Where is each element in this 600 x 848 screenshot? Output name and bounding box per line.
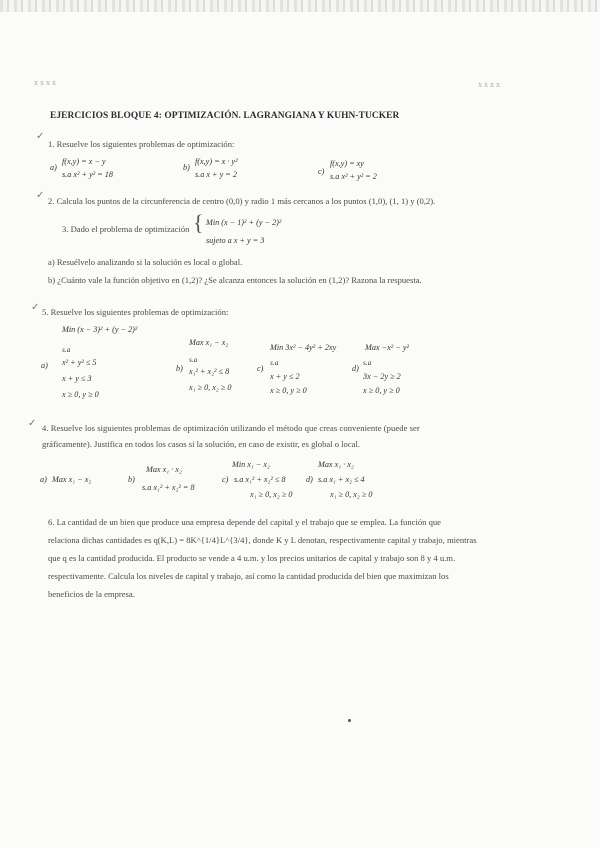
ex5-c-sa: s.a [270,358,279,367]
exercise-6-line-4: respectivamente. Calcula los niveles de capital y trabajo, así como la cantidad producida del bien que maximizan los [48,571,449,581]
ex5-a-constraint-1: x² + y² ≤ 5 [62,358,97,367]
ex5-b-objective: Max x₁ − x₂ [189,338,229,347]
ex1-c-constraint: s.a x² + y² = 2 [330,172,377,181]
faint-header-right: x x x x [478,80,500,89]
check-mark-icon: ✓ [36,190,45,201]
ex5-c-constraint-1: x + y ≤ 2 [270,372,300,381]
exercise-1-statement: 1. Resuelve los siguientes problemas de optimización: [48,139,235,149]
ex5-b-constraint-2: x₁ ≥ 0, x₂ ≥ 0 [189,383,232,392]
ex5-a-constraint-3: x ≥ 0, y ≥ 0 [62,390,99,399]
ex5-b-label: b) [176,364,183,373]
system-brace: { [193,210,204,235]
ex4-a-label: a) [40,475,47,484]
ex5-a-label: a) [41,361,48,370]
scan-speck [348,719,351,722]
exercise-4-statement-line-2: gráficamente). Justifica en todos los casos si la solución, en caso de existir, es global o local. [42,439,361,449]
ex5-b-constraint-1: x₁² + x₂² ≤ 8 [189,367,230,376]
ex4-c-constraint-1: s.a x₁² + x₂² ≤ 8 [234,475,286,484]
ex5-b-sa: s.a [189,355,198,364]
ex1-b-label: b) [183,163,190,172]
ex4-c-label: c) [222,475,229,484]
ex4-b-constraint: s.a x₁² + x₂² = 8 [142,483,195,492]
ex4-c-objective: Min x₁ − x₂ [232,460,270,469]
ex5-d-constraint-2: x ≥ 0, y ≥ 0 [363,386,400,395]
check-mark-icon: ✓ [36,131,45,142]
ex5-c-objective: Min 3x² − 4y² + 2xy [270,343,337,352]
exercise-4-statement-line-1: 4. Resuelve los siguientes problemas de optimización utilizando el método que creas conveniente (puede ser [42,423,420,433]
faint-header-left: x x x x [34,78,56,87]
ex5-d-sa: s.a [363,358,372,367]
ex5-a-constraint-2: x + y ≤ 3 [62,374,92,383]
ex4-d-objective: Max x₁ · x₂ [318,460,354,469]
exercise-6-line-1: 6. La cantidad de un bien que produce una empresa depende del capital y el trabajo que se emplea. La función que [48,517,442,527]
ex4-c-constraint-2: x₁ ≥ 0, x₂ ≥ 0 [250,490,293,499]
ex1-b-constraint: s.a x + y = 2 [195,170,237,179]
exercise-5-statement: 5. Resuelve los siguientes problemas de optimización: [42,307,229,317]
ex4-d-constraint-2: x₁ ≥ 0, x₂ ≥ 0 [330,490,373,499]
ex4-d-constraint-1: s.a x₁ + x₂ ≤ 4 [318,475,365,484]
ex5-c-constraint-2: x ≥ 0, y ≥ 0 [270,386,307,395]
exercise-3-statement: 3. Dado el problema de optimización [62,224,190,234]
check-mark-icon: ✓ [31,302,40,313]
ex1-a-objective: f(x,y) = x − y [62,157,106,166]
ex5-d-constraint-1: 3x − 2y ≥ 2 [363,372,401,381]
ex1-c-label: c) [318,167,325,176]
ex3-part-a: a) Resuélvelo analizando si la solución es local o global. [48,257,243,267]
ex4-b-objective: Max x₁ · x₂ [146,465,182,474]
ex1-a-constraint: s.a x² + y² = 18 [62,170,113,179]
ex5-d-objective: Max −x² − y² [365,343,409,352]
ex4-a-objective: Max x₁ − x₂ [52,475,92,484]
ex5-a-sa: s.a [62,345,71,354]
ex5-a-objective: Min (x − 3)² + (y − 2)² [62,325,138,334]
exercise-6-line-2: relaciona dichas cantidades es q(K,L) = 8K^{1/4}L^{3/4}, donde K y L denotan, respectivamente capital y trabajo, mientras [48,535,477,545]
ex3-constraint: sujeto a x + y = 3 [206,236,265,245]
exercise-6-line-3: que q es la cantidad producida. El producto se vende a 4 u.m. y los precios unitarios de capital y trabajo son 8 y 4 u.m. [48,553,456,563]
check-mark-icon: ✓ [28,418,37,429]
ex1-c-objective: f(x,y) = xy [330,159,364,168]
ex1-a-label: a) [50,163,57,172]
ex5-d-label: d) [352,364,359,373]
exercise-6-line-5: beneficios de la empresa. [48,589,135,599]
ex3-objective: Min (x − 1)² + (y − 2)² [206,218,282,227]
exercise-2-statement: 2. Calcula los puntos de la circunferencia de centro (0,0) y radio 1 más cercanos a los puntos (1,0), (1, 1) y (0,2). [48,196,436,206]
page-title: EJERCICIOS BLOQUE 4: OPTIMIZACIÓN. LAGRANGIANA Y KUHN-TUCKER [50,111,400,121]
scan-edge-artifact [0,0,600,12]
ex5-c-label: c) [257,364,264,373]
ex3-part-b: b) ¿Cuánto vale la función objetivo en (1,2)? ¿Se alcanza entonces la solución en (1,2)? Razona la respuesta. [48,275,422,285]
ex4-d-label: d) [306,475,313,484]
ex4-b-label: b) [128,475,135,484]
ex1-b-objective: f(x,y) = x · y² [195,157,238,166]
